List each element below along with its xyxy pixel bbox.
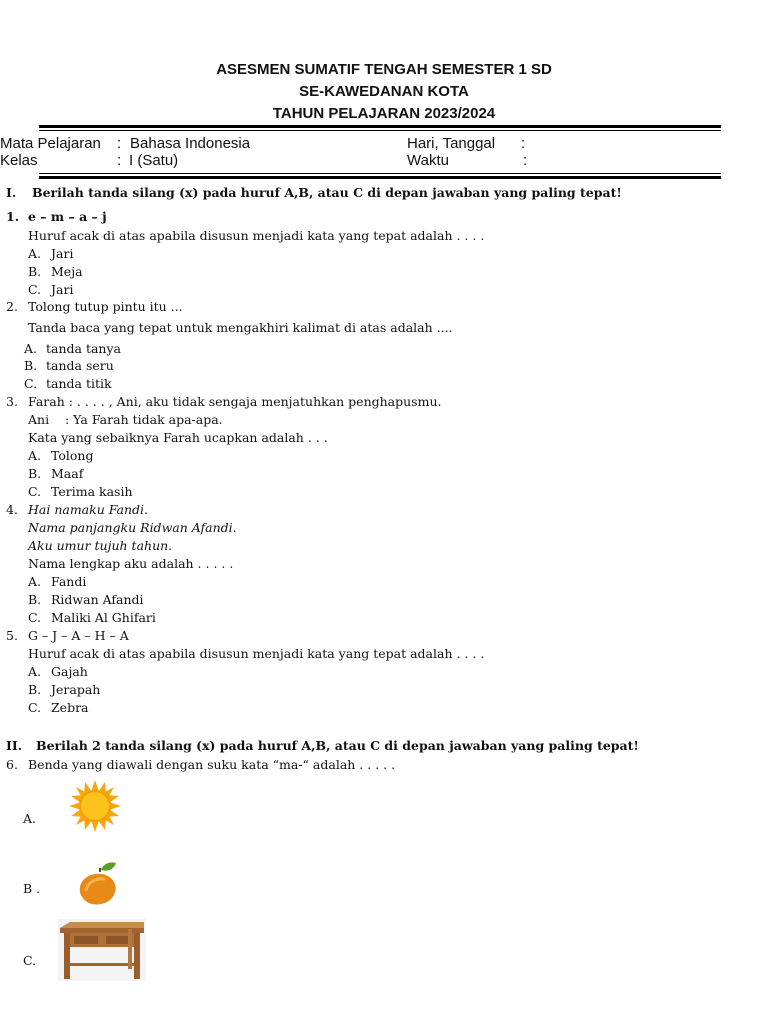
q6-option-letter: B . xyxy=(23,881,41,896)
time-colon: : xyxy=(523,152,528,169)
q5-number: 5. xyxy=(6,628,18,643)
day-label: Hari, Tanggal xyxy=(407,135,496,152)
subject-colon: : xyxy=(117,135,122,152)
q1-option-letter: A. xyxy=(28,246,42,261)
section1-instruction: Berilah tanda silang (x) pada huruf A,B, atau C di depan jawaban yang paling tepat! xyxy=(32,185,622,200)
q3-option-letter: B. xyxy=(28,466,42,481)
q6-option-letter: C. xyxy=(23,953,37,968)
q3-option-text: Maaf xyxy=(51,466,84,481)
meta-rule-thin xyxy=(39,173,721,174)
class-value: I (Satu) xyxy=(129,152,179,169)
q1-prompt: e – m – a – j xyxy=(28,209,107,224)
q1-option-text: Jari xyxy=(51,246,74,261)
section1-number: I. xyxy=(6,185,17,200)
q3-dialog-line: Farah : . . . . , Ani, aku tidak sengaja menjatuhkan penghapusmu. xyxy=(28,394,442,409)
q5-option-text: Zebra xyxy=(51,700,89,715)
q5-option-letter: C. xyxy=(28,700,42,715)
q4-option-letter: C. xyxy=(28,610,42,625)
q3-number: 3. xyxy=(6,394,18,409)
q6-question: Benda yang diawali dengan suku kata “ma-“ adalah . . . . . xyxy=(28,757,396,772)
q4-option-letter: B. xyxy=(28,592,42,607)
q2-option-text: tanda titik xyxy=(46,376,112,391)
q2-number: 2. xyxy=(6,299,18,314)
header-rule-thin xyxy=(39,130,721,131)
q5-option-letter: B. xyxy=(28,682,42,697)
section2-instruction: Berilah 2 tanda silang (x) pada huruf A,B, atau C di depan jawaban yang paling tepat! xyxy=(36,738,639,753)
q3-option-letter: A. xyxy=(28,448,42,463)
q2-option-text: tanda tanya xyxy=(46,341,121,356)
meta-rule-thick xyxy=(39,176,721,179)
class-label: Kelas xyxy=(0,152,38,169)
exam-region: SE-KAWEDANAN KOTA xyxy=(299,83,469,100)
class-colon: : xyxy=(117,152,122,169)
q4-option-text: Ridwan Afandi xyxy=(51,592,144,607)
q1-option-letter: C. xyxy=(28,282,42,297)
section2-number: II. xyxy=(6,738,23,753)
q1-option-letter: B. xyxy=(28,264,42,279)
time-label: Waktu xyxy=(407,152,449,169)
q6-number: 6. xyxy=(6,757,18,772)
subject-value: Bahasa Indonesia xyxy=(130,135,251,152)
q6-option-letter: A. xyxy=(23,811,37,826)
q4-question: Nama lengkap aku adalah . . . . . xyxy=(28,556,234,571)
q4-number: 4. xyxy=(6,502,18,517)
sun-icon xyxy=(68,779,122,833)
q4-passage-line: Nama panjangku Ridwan Afandi. xyxy=(28,520,237,535)
q2-option-letter: A. xyxy=(24,341,38,356)
q1-question: Huruf acak di atas apabila disusun menjadi kata yang tepat adalah . . . . xyxy=(28,228,485,243)
q3-option-text: Tolong xyxy=(51,448,94,463)
day-colon: : xyxy=(521,135,526,152)
q4-option-text: Maliki Al Ghifari xyxy=(51,610,156,625)
subject-label: Mata Pelajaran xyxy=(0,135,101,152)
q1-option-text: Jari xyxy=(51,282,74,297)
q1-number: 1. xyxy=(6,209,20,224)
q2-question: Tanda baca yang tepat untuk mengakhiri kalimat di atas adalah .... xyxy=(28,320,453,335)
q2-option-letter: B. xyxy=(24,358,38,373)
q1-option-text: Meja xyxy=(51,264,83,279)
q3-question: Kata yang sebaiknya Farah ucapkan adalah . . . xyxy=(28,430,328,445)
q5-question: Huruf acak di atas apabila disusun menjadi kata yang tepat adalah . . . . xyxy=(28,646,485,661)
q5-prompt: G – J – A – H – A xyxy=(28,628,129,643)
q3-option-text: Terima kasih xyxy=(51,484,133,499)
q4-option-letter: A. xyxy=(28,574,42,589)
q2-option-text: tanda seru xyxy=(46,358,114,373)
q5-option-text: Jerapah xyxy=(51,682,101,697)
q2-prompt: Tolong tutup pintu itu ... xyxy=(28,299,183,314)
q5-option-text: Gajah xyxy=(51,664,88,679)
q4-option-text: Fandi xyxy=(51,574,87,589)
q5-option-letter: A. xyxy=(28,664,42,679)
q3-dialog-line: Ani : Ya Farah tidak apa-apa. xyxy=(28,412,223,427)
exam-year: TAHUN PELAJARAN 2023/2024 xyxy=(272,105,496,122)
q4-passage-line: Hai namaku Fandi. xyxy=(28,502,149,517)
q3-option-letter: C. xyxy=(28,484,42,499)
mango-icon xyxy=(72,860,124,910)
q4-passage-line: Aku umur tujuh tahun. xyxy=(28,538,173,553)
table-icon xyxy=(58,919,146,981)
exam-title: ASESMEN SUMATIF TENGAH SEMESTER 1 SD xyxy=(216,61,552,78)
header-rule-thick xyxy=(39,125,721,128)
q2-option-letter: C. xyxy=(24,376,38,391)
